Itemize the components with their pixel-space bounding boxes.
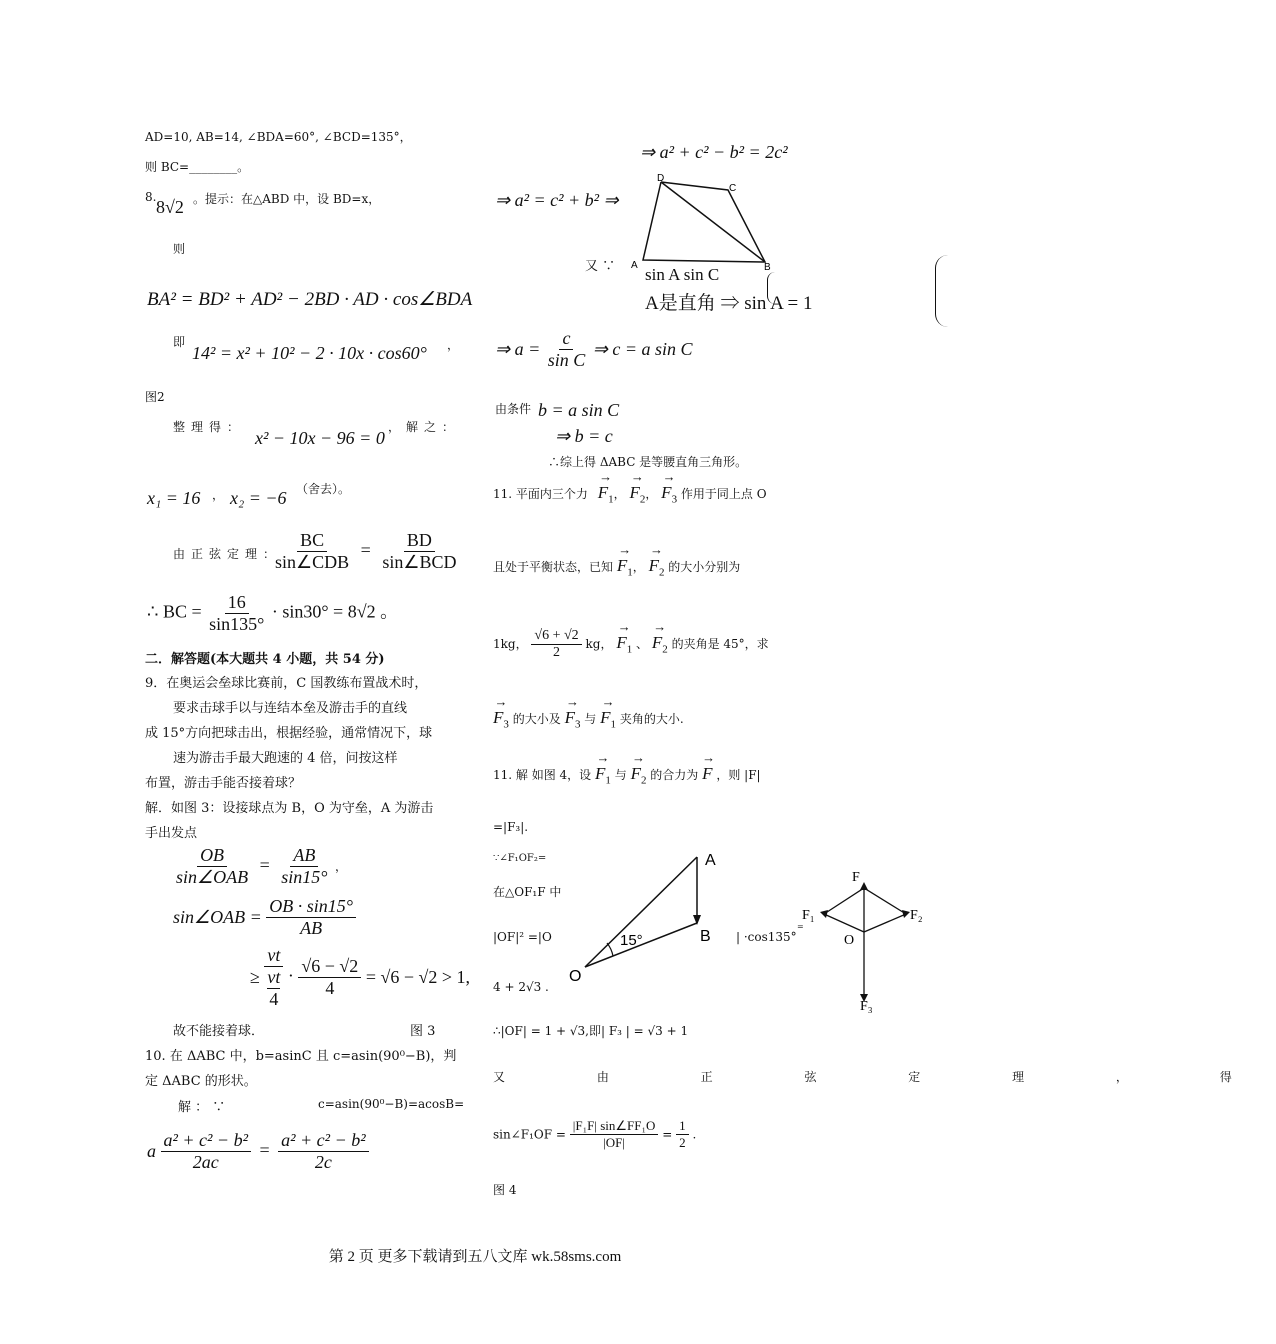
a11-line6: 4 + 2√3 . <box>493 980 549 994</box>
q9-line2: 要求击球手以与连结本垒及游击手的直线 <box>173 701 408 716</box>
e3-n1: vt <box>264 945 283 967</box>
e2-num: OB · sin15° <box>266 896 356 918</box>
tri-label-a: A <box>705 852 716 869</box>
ji-label: 即 <box>173 335 186 349</box>
a11-l9-end: . <box>692 1127 697 1142</box>
sine-law-label: 由正弦定理： <box>173 547 282 561</box>
bc-result-num: 16 <box>225 592 249 614</box>
a11-line5a: |OF|² =|O <box>493 930 552 944</box>
half-num: 1 <box>676 1118 689 1135</box>
root-x1: x₁ = 16 <box>147 488 201 508</box>
force-diagram <box>800 866 930 1014</box>
bc-result-pre: ∴ BC = <box>147 601 202 622</box>
ze-label: 则 <box>173 242 186 256</box>
vec-f1: → $F_1$ <box>598 483 614 505</box>
parallelogram-left <box>824 888 864 914</box>
equation-14: 14² = x² + 10² − 2 · 10x · cos60° <box>192 343 427 363</box>
force-f2-line <box>864 914 906 932</box>
sl-den2: sin∠BCD <box>382 552 457 572</box>
q11-l4a: 的大小及 <box>512 712 561 726</box>
force-f1-line <box>824 914 864 932</box>
comma: ， <box>447 338 460 352</box>
force-f-arrow <box>860 882 868 890</box>
q10-line1: 10. 在 ΔABC 中，b=asinC 且 c=asin(90⁰−B)，判 <box>145 1049 457 1064</box>
q11-line3: 1kg， $\frac{√6 + √2}{2}$ kg， → $F_1$ 、 → $F_2$ 的夹角是 45°，求 <box>493 628 769 661</box>
q11-line2: 且处于平衡状态，已知 → $F_1$， → $F_2$ 的大小分别为 <box>493 556 740 578</box>
vec-f3: → $F_3$ <box>661 483 677 505</box>
q11-b: 作用于同上点 O <box>680 487 767 501</box>
a9-eq3: ≥ vt vt 4 · $\frac{√6 - √2}{4}$ = √6 − √2 > 1, <box>250 945 471 1009</box>
e1-n1: OB <box>197 845 227 867</box>
a10-f2n: a² + c² − b² <box>278 1130 368 1152</box>
angle-arc <box>607 943 613 956</box>
q9-line3: 成 15°方向把球击出，根据经验，通常情况下，球 <box>145 726 433 741</box>
q11-l2a: 且处于平衡状态，已知 <box>493 560 614 574</box>
quad-outline <box>643 182 765 262</box>
sl-num1: BC <box>297 530 327 552</box>
given-line: AD=10, AB=14, ∠BDA=60°, ∠BCD=135°， <box>145 130 412 144</box>
r-eq3-pre: ⇒ a = <box>495 339 541 359</box>
r-eq3-post: ⇒ c = a sin C <box>592 339 693 359</box>
quad-label-a: A <box>631 260 638 271</box>
root-x2: x₂ = −6 <box>230 488 287 508</box>
sin-clip: sin A sin C <box>645 265 720 284</box>
comma-2: ， <box>212 488 225 502</box>
a10-f1d: 2ac <box>192 1152 219 1172</box>
figure-overlap-mask <box>574 860 594 940</box>
a11-l9-num: |F₁F| sin∠FF₁O <box>570 1118 659 1135</box>
right-angle-line: A是直角 ⇒ sin A = 1 <box>645 293 813 314</box>
e3-d1b: 4 <box>269 989 279 1009</box>
r-eq2: ⇒ a² = c² + b² ⇒ <box>495 190 619 210</box>
figure-2-label: 图2 <box>145 390 165 404</box>
quad-diagonal <box>661 182 765 262</box>
q9-line4: 速为游击手最大跑速的 4 倍，问按这样 <box>173 751 398 766</box>
tri-label-b: B <box>700 928 711 945</box>
q11-line4 <box>493 708 684 730</box>
b-equals-c: ⇒ b = c <box>555 426 613 446</box>
e2-lhs: sin∠OAB = <box>173 907 262 927</box>
vec-f: → F <box>702 764 712 784</box>
e1-d1: sin∠OAB <box>176 867 249 887</box>
q11-l4b: 与 <box>584 712 597 726</box>
vec-f1-b: → $F_1$ <box>617 556 633 578</box>
a11-l1d: ，则 |F| <box>716 768 761 782</box>
zhengli-label: 整理得： <box>173 420 246 434</box>
a11-l9: sin∠F₁OF = <box>493 1127 566 1142</box>
bc-result-den: sin135° <box>209 614 265 634</box>
a10-f1n: a² + c² − b² <box>161 1130 251 1152</box>
sine-law-equation: $\frac{BC}{\text{sin∠CDB}}$ = $\frac{BD}{\text{sin∠BCD}}$ <box>272 530 459 573</box>
a10-line1b: c=asin(90⁰−B)=acosB= <box>318 1097 465 1111</box>
a9-conclusion: 故不能接着球． <box>173 1024 265 1039</box>
a11-l9-den: |OF| <box>603 1135 626 1150</box>
e3-d1a: vt <box>267 967 281 987</box>
r-eq3-num: c <box>559 328 573 350</box>
jiezhi-label: ，解之： <box>388 420 461 434</box>
vec-f2-c: → $F_2$ <box>652 633 668 655</box>
force-label-o: O <box>844 933 855 948</box>
tri-label-o: O <box>569 968 582 985</box>
a11-line5b: | ·cos135° <box>736 930 797 944</box>
q11-l3b: kg， <box>585 637 613 651</box>
b-equation: b = a sin C <box>538 400 620 420</box>
q11-l3c: 的夹角是 45°，求 <box>671 637 769 651</box>
tri-label-angle: 15° <box>620 932 643 949</box>
a10-line1a: 解 ： ∵ <box>178 1100 226 1115</box>
a11-l1a: 11. 解 如图 4，设 <box>493 768 592 782</box>
a9-eq1: $\frac{OB}{\text{sin∠OAB}}$ = $\frac{AB}{\sin 15^\circ}$ ， <box>173 845 347 888</box>
e3-post: = √6 − √2 > 1, <box>365 967 471 987</box>
you-label: 又 ∵ <box>585 259 616 274</box>
a9-eq2 <box>173 896 356 939</box>
vec-f1-c: → $F_1$ <box>616 633 632 655</box>
a11-line2: =|F₃|. <box>493 820 529 834</box>
quadratic-equation: x² − 10x − 96 = 0 <box>255 428 385 448</box>
r-eq1: ⇒ a² + c² − b² = 2c² <box>640 142 788 162</box>
a11-line7: ∴|OF| = 1 + √3,即| F₃ | = √3 + 1 <box>493 1024 689 1038</box>
vec-f2-e: → $F_2$ <box>631 764 647 786</box>
figure-3-label: 图 3 <box>410 1024 436 1039</box>
question-line: 则 BC=________。 <box>145 160 250 174</box>
a11-line1 <box>493 764 761 786</box>
a11-line9 <box>493 1118 696 1151</box>
a11-l1b: 与 <box>614 768 627 782</box>
e1-d2: sin15° <box>281 867 328 887</box>
a9-line1: 解．如图 3：设接球点为 B，O 为守垒，A 为游击 <box>145 801 434 816</box>
e1-n2: AB <box>290 845 318 867</box>
a10-f2d: 2c <box>314 1152 332 1172</box>
vec-f3-b: → $F_3$ <box>493 708 509 730</box>
r-eq3-den: sin C <box>547 350 586 370</box>
q11-a: 11. 平面内三个力 <box>493 487 588 501</box>
q11-l2b: 的大小分别为 <box>668 560 741 574</box>
half-den: 2 <box>679 1135 686 1150</box>
a9-line2: 手出发点 <box>145 826 198 841</box>
bc-result-post: · sin30° = 8√2 。 <box>271 601 399 622</box>
q11-l4c: 夹角的大小. <box>619 712 684 726</box>
q10-line2: 定 ΔABC 的形状。 <box>145 1074 257 1089</box>
rejected-note: （舍去）。 <box>296 482 351 496</box>
conclusion-10: ∴综上得 ΔABC 是等腰直角三角形。 <box>548 455 748 469</box>
law-of-cosines: BA² = BD² + AD² − 2BD · AD · cos∠BDA <box>147 289 473 310</box>
page-footer: 第 2 页 更多下载请到五八文库 wk.58sms.com <box>328 1249 622 1265</box>
a11-line3: ∵∠F₁OF₂= <box>493 853 547 864</box>
quadrilateral-figure <box>628 172 778 272</box>
a10-fraction-eq: a $\frac{\text{a² + c² − b²}}{2ac}$ = $\frac{\text{a² + c² − b²}}{2c}$ <box>147 1130 369 1173</box>
r-eq3 <box>495 328 692 371</box>
vec-f1-e: → $F_1$ <box>595 764 611 786</box>
e2-den: AB <box>300 918 323 938</box>
equals-small: = <box>797 922 804 931</box>
sl-den1: sin∠CDB <box>275 552 350 572</box>
parallelogram-right <box>864 888 906 914</box>
answer-8-number: 8. <box>145 190 157 204</box>
brace-small <box>767 272 776 304</box>
figure-4-label: 图 4 <box>493 1183 517 1197</box>
quad-label-d: D <box>657 173 665 184</box>
e3-d2: 4 <box>325 978 335 998</box>
a11-l9-post: = <box>662 1127 673 1142</box>
q11-l3-den: 2 <box>553 645 561 660</box>
e3-n2: √6 − √2 <box>298 956 361 978</box>
vec-f2: → $F_2$ <box>629 483 645 505</box>
vec-f3-c: → $F_3$ <box>565 708 581 730</box>
q11-line1: 11. 平面内三个力 → $F_1$， → $F_2$， → $F_3$ 作用于同上点 O <box>493 483 767 505</box>
youtiaojian-label: 由条件 <box>495 402 532 416</box>
a11-l1c: 的合力为 <box>650 768 699 782</box>
q11-l3-num: √6 + √2 <box>531 628 581 645</box>
vec-f2-b: → $F_2$ <box>649 556 665 578</box>
q9-line5: 布置，游击手能否接着球？ <box>145 776 302 791</box>
triangle-side-oa <box>585 857 697 967</box>
q9-line1: 9．在奥运会垒球比赛前，C 国教练布置战术时， <box>145 676 428 691</box>
answer-8-value: 8√2 <box>156 197 184 217</box>
bc-result <box>147 592 398 635</box>
force-label-f: F <box>852 870 860 885</box>
answer-8-hint: 。提示：在△ABD 中，设 BD=x， <box>193 192 381 206</box>
a11-line8: 又 由 正 弦 定 理 ， 得 <box>493 1070 1276 1084</box>
a11-line4: 在△OF₁F 中 <box>493 885 562 899</box>
q11-l3a: 1kg， <box>493 637 528 651</box>
sl-num2: BD <box>404 530 435 552</box>
quad-label-c: C <box>729 183 737 194</box>
section-2-title: 二．解答题(本大题共 4 小题，共 54 分) <box>145 652 385 667</box>
force-label-f3: F₃ <box>860 999 873 1014</box>
force-label-f1: F₁ <box>802 908 815 923</box>
brace-large <box>935 255 948 327</box>
force-label-f2: F₂ <box>910 908 923 923</box>
e3-pre: ≥ <box>250 967 260 987</box>
quad-label-b: B <box>764 262 771 273</box>
vec-f1-d: → $F_1$ <box>600 708 616 730</box>
